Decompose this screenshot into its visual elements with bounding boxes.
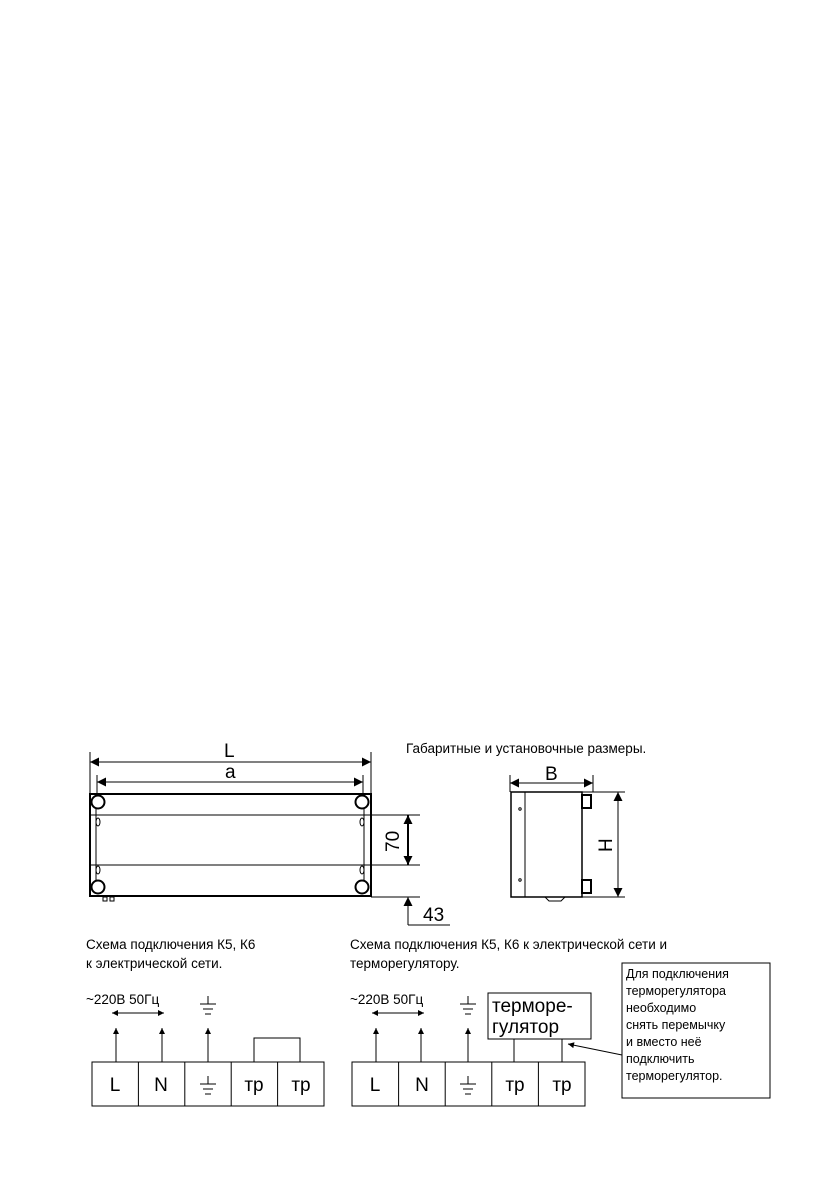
scheme1-wiring	[92, 996, 324, 1106]
thermostat-label-2: гулятор	[492, 1017, 560, 1038]
scheme2-power: ~220В 50Гц	[350, 992, 424, 1007]
terminal-tr: тр	[291, 1075, 311, 1096]
terminal-L: L	[369, 1075, 381, 1096]
svg-text:необходимо: необходимо	[626, 1001, 697, 1015]
thermostat-label-1: терморе-	[492, 996, 573, 1017]
svg-text:терморегулятор.: терморегулятор.	[626, 1069, 723, 1083]
scheme1-caption-2: к электрической сети.	[86, 956, 223, 971]
dim-L: L	[224, 741, 235, 762]
terminal-tr: тр	[244, 1075, 264, 1096]
svg-text:Для подключения: Для подключения	[626, 967, 729, 981]
note-box	[626, 967, 729, 1083]
svg-text:подключить: подключить	[626, 1052, 695, 1066]
scheme1-caption-1: Схема подключения К5, К6	[86, 937, 256, 952]
side-view	[510, 775, 625, 901]
scheme1-power: ~220В 50Гц	[86, 992, 160, 1007]
terminal-N: N	[154, 1075, 168, 1096]
dim-a: a	[225, 762, 236, 783]
dim-70: 70	[383, 830, 404, 852]
terminal-tr: тр	[505, 1075, 525, 1096]
svg-text:терморегулятора: терморегулятора	[626, 984, 726, 998]
svg-text:и вместо неё: и вместо неё	[626, 1035, 702, 1049]
drawing-title: Габаритные и установочные размеры.	[406, 741, 647, 756]
scheme2-caption-1: Схема подключения К5, К6 к электрической сети и	[350, 937, 668, 952]
terminal-N: N	[415, 1075, 429, 1096]
dim-H: H	[596, 838, 617, 852]
scheme2-caption-2: терморегулятору.	[350, 956, 460, 971]
dim-B: B	[545, 764, 558, 785]
dim-43: 43	[423, 905, 445, 926]
terminal-tr: тр	[552, 1075, 572, 1096]
svg-text:снять перемычку: снять перемычку	[626, 1018, 726, 1032]
terminal-L: L	[109, 1075, 121, 1096]
